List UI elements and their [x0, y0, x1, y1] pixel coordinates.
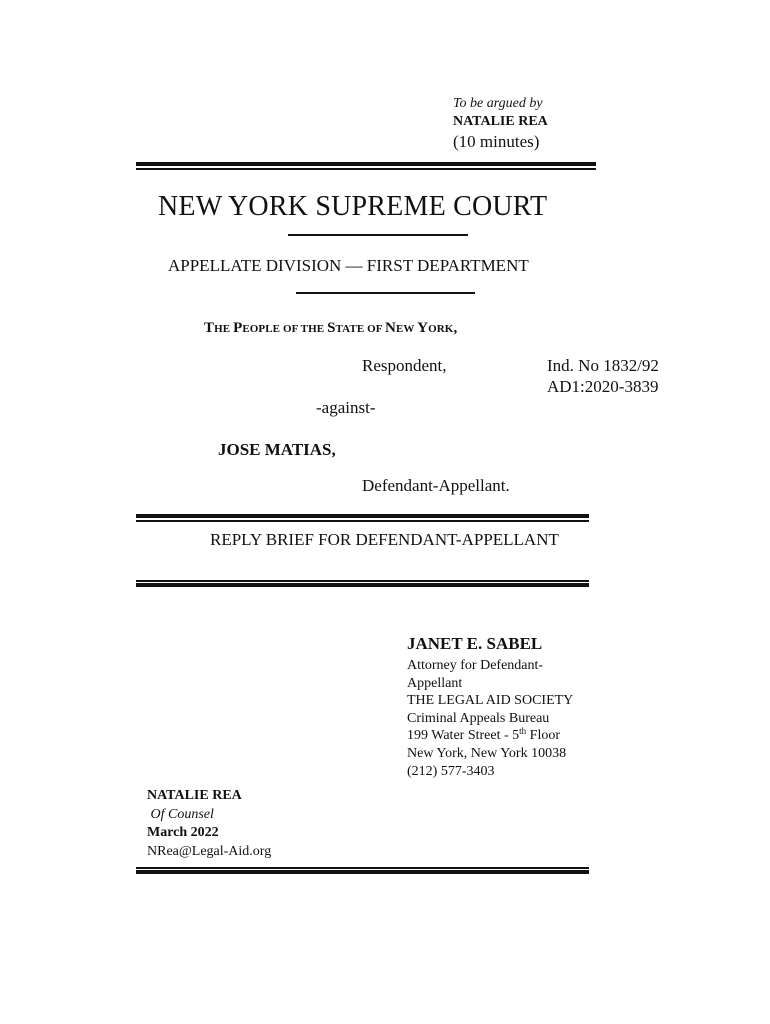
attorney-organization: THE LEGAL AID SOCIETY	[407, 693, 574, 709]
respondent-role: Respondent,	[362, 356, 447, 375]
defendant-name: JOSE MATIAS,	[218, 440, 336, 459]
people-caption	[204, 320, 457, 337]
brief-date: March 2022	[147, 825, 219, 840]
top-divider-thick	[136, 162, 596, 166]
bottom-divider-thick	[136, 870, 589, 874]
brief-top-rule-thin	[136, 520, 589, 522]
street-ordinal-suffix: th	[519, 726, 527, 737]
counsel-role: Of Counsel	[147, 806, 214, 822]
caption-small-caps: EOPLE OF THE	[242, 323, 328, 335]
brief-bottom-rule-thick	[136, 583, 589, 587]
argued-by-label: To be argued by	[453, 96, 543, 111]
caption-small-caps: ORK	[428, 323, 454, 335]
street-main: 199 Water Street - 5	[407, 728, 520, 744]
attorney-city: New York, New York 10038	[407, 745, 567, 761]
brief-top-rule-thick	[136, 514, 589, 518]
attorney-name: JANET E. SABEL	[407, 634, 543, 653]
top-divider-thin	[136, 168, 596, 170]
arguing-attorney-name: NATALIE REA	[453, 114, 548, 129]
brief-title: REPLY BRIEF FOR DEFENDANT-APPELLANT	[210, 530, 559, 549]
argument-time: (10 minutes)	[453, 132, 540, 151]
caption-small-caps: EW	[395, 323, 418, 335]
attorney-bureau: Criminal Appeals Bureau	[407, 710, 550, 726]
attorney-street	[407, 727, 573, 745]
attorney-role-line1: Attorney for Defendant-	[407, 658, 544, 673]
defendant-role: Defendant-Appellant.	[362, 476, 510, 495]
against-label: -against-	[316, 398, 376, 417]
street-floor: Floor	[526, 728, 560, 744]
counsel-email[interactable]: NRea@Legal-Aid.org	[147, 843, 272, 859]
indictment-number: Ind. No 1832/92	[547, 356, 659, 375]
caption-initial: S	[327, 320, 336, 336]
brief-bottom-rule-thin	[136, 580, 589, 582]
counsel-name: NATALIE REA	[147, 788, 242, 803]
caption-small-caps: HE	[214, 323, 234, 335]
attorney-address-block	[407, 657, 573, 780]
caption-initial: N	[385, 320, 396, 336]
caption-initial: ,	[453, 320, 458, 336]
division-underline	[296, 292, 475, 294]
caption-initial: T	[204, 320, 215, 336]
caption-initial: P	[233, 320, 243, 336]
caption-initial: Y	[417, 320, 429, 336]
division-name: APPELLATE DIVISION — FIRST DEPARTMENT	[168, 256, 529, 275]
caption-small-caps: TATE OF	[335, 323, 386, 335]
appellate-docket-number: AD1:2020-3839	[547, 377, 659, 396]
court-underline	[288, 234, 468, 236]
attorney-role-line2: Appellant	[407, 675, 463, 691]
court-name: NEW YORK SUPREME COURT	[158, 191, 548, 222]
attorney-phone: (212) 577-3403	[407, 763, 495, 779]
counsel-block	[147, 787, 271, 861]
bottom-divider-thin	[136, 867, 589, 869]
